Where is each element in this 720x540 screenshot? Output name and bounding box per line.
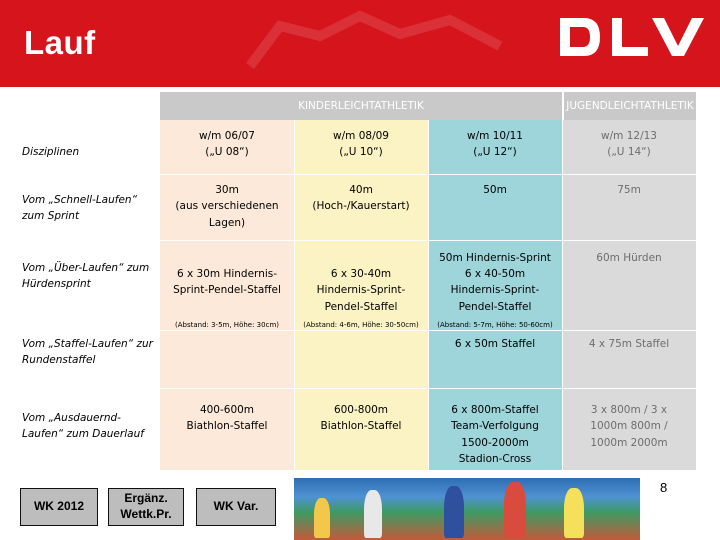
group-label: („U 12“) bbox=[473, 146, 517, 159]
runner-figure bbox=[504, 482, 526, 538]
hurdle-relay-u10: 6 x 30-40m Hindernis-Sprint-Pendel-Staffel bbox=[316, 268, 406, 313]
endurance-cell-u10: 600-800m Biathlon-Staffel bbox=[320, 404, 402, 433]
endurance-cell-u08: 400-600m Biathlon-Staffel bbox=[186, 404, 268, 433]
sprint-cell-u12: 50m bbox=[483, 184, 507, 196]
row-label-endurance: Vom „Ausdauernd-Laufen“ zum Dauerlauf bbox=[22, 412, 144, 441]
erganz-wettk-button[interactable]: Ergänz. Wettk.Pr. bbox=[108, 488, 184, 526]
row-divider bbox=[20, 240, 696, 241]
group-label: („U 10“) bbox=[339, 146, 383, 159]
hurdle-note-u10: (Abstand: 4-6m, Höhe: 30-50cm) bbox=[303, 321, 419, 329]
column-header-u14 bbox=[562, 128, 696, 161]
band-jugendleichtathletik: JUGENDLEICHTATHLETIK bbox=[564, 92, 696, 120]
row-divider bbox=[20, 388, 696, 389]
page-title: Lauf bbox=[24, 24, 96, 61]
col-divider bbox=[562, 120, 563, 470]
wk-2012-button[interactable]: WK 2012 bbox=[20, 488, 98, 526]
athlete-silhouette-icon bbox=[210, 6, 530, 76]
hurdle-sprint-u12: 50m Hindernis-Sprint bbox=[439, 252, 551, 264]
hurdle-note-u08: (Abstand: 3-5m, Höhe: 30cm) bbox=[175, 321, 279, 329]
row-label-sprint: Vom „Schnell-Laufen“ zum Sprint bbox=[22, 194, 138, 223]
runner-figure bbox=[444, 486, 464, 538]
disciplines-label: Disziplinen bbox=[22, 146, 80, 158]
column-header-u10 bbox=[294, 128, 428, 161]
endurance-cell-u12: 6 x 800m-Staffel Team-Verfolgung 1500-2000m Stadion-Cross bbox=[451, 404, 539, 465]
relay-cell-u12: 6 x 50m Staffel bbox=[454, 338, 536, 350]
hurdle-sprint-u14: 60m Hürden bbox=[596, 252, 662, 264]
group-label: („U 08“) bbox=[205, 146, 249, 159]
runner-figure bbox=[364, 490, 382, 538]
column-header-u12 bbox=[428, 128, 562, 161]
column-header-u08 bbox=[160, 128, 294, 161]
sprint-cell-u14: 75m bbox=[617, 184, 641, 196]
row-divider bbox=[20, 174, 696, 175]
distance: 40m bbox=[349, 184, 373, 196]
hurdle-relay-u08: 6 x 30m Hindernis-Sprint-Pendel-Staffel bbox=[173, 268, 281, 297]
header-bar bbox=[0, 0, 720, 87]
dlv-logo-icon bbox=[556, 14, 706, 60]
hurdle-relay-u12: 6 x 40-50m Hindernis-Sprint-Pendel-Staffel bbox=[450, 268, 540, 313]
runner-figure bbox=[314, 498, 330, 538]
age-label: w/m 06/07 bbox=[199, 130, 255, 142]
row-label-relay: Vom „Staffel-Laufen“ zur Rundenstaffel bbox=[22, 338, 153, 367]
age-label: w/m 12/13 bbox=[601, 130, 657, 142]
distance: 30m bbox=[215, 184, 239, 196]
sprint-cell-u08 bbox=[160, 182, 294, 231]
group-label: („U 14“) bbox=[607, 146, 651, 159]
relay-cell-u14: 4 x 75m Staffel bbox=[588, 338, 670, 350]
band-kinderleichtathletik: KINDERLEICHTATHLETIK bbox=[160, 92, 562, 120]
kids-running-photo bbox=[294, 478, 640, 540]
sprint-cell-u10 bbox=[294, 182, 428, 215]
note: (Hoch-/Kauerstart) bbox=[312, 200, 410, 213]
row-label-hurdle: Vom „Über-Laufen“ zum Hürdensprint bbox=[22, 262, 150, 291]
age-label: w/m 10/11 bbox=[467, 130, 523, 142]
note: (aus verschiedenen Lagen) bbox=[175, 200, 279, 229]
runner-figure bbox=[564, 488, 584, 538]
page-number: 8 bbox=[660, 480, 668, 495]
col-divider bbox=[428, 120, 429, 470]
hurdle-note-u12: (Abstand: 5-7m, Höhe: 50-60cm) bbox=[437, 321, 553, 329]
endurance-cell-u14: 3 x 800m / 3 x 1000m 800m / 1000m 2000m bbox=[590, 404, 668, 449]
col-divider bbox=[294, 120, 295, 470]
wk-var-button[interactable]: WK Var. bbox=[196, 488, 276, 526]
age-label: w/m 08/09 bbox=[333, 130, 389, 142]
